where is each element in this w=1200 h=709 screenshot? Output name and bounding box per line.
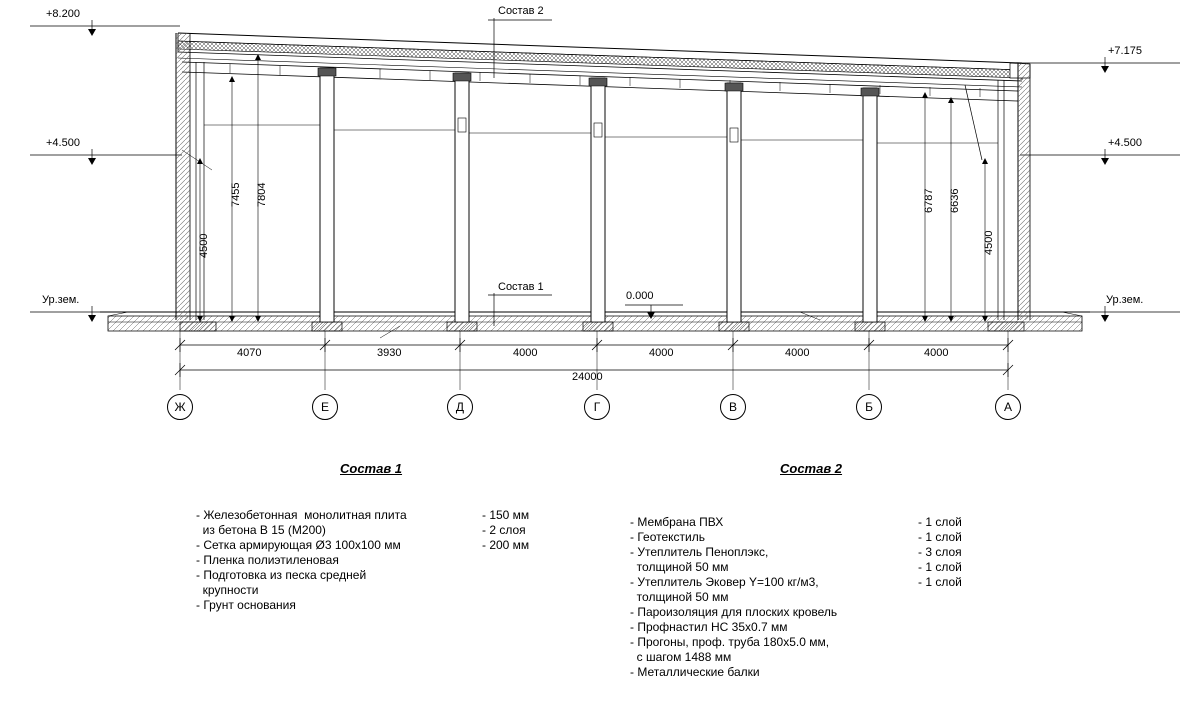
span-dim-2: 3930 (377, 347, 402, 359)
vertical-dim-6636: 6636 (949, 188, 961, 213)
zero-level-mark: 0.000 (626, 290, 654, 302)
list-item: - Пленка полиэтиленовая (196, 553, 339, 567)
list-item: - Железобетонная монолитная плита (196, 508, 407, 522)
list-item: - Утеплитель Эковер Y=100 кг/м3, (630, 575, 819, 589)
list-item: - Профнастил НС 35х0.7 мм (630, 620, 788, 634)
list-item: крупности (196, 583, 259, 597)
list-item: - Грунт основания (196, 598, 296, 612)
span-dim-6: 4000 (924, 347, 949, 359)
elevation-leaders-left (30, 20, 182, 322)
elevation-mark-top-left: +8.200 (46, 8, 80, 20)
list-item-value: - 1 слой (918, 530, 962, 544)
sostav-1-values (482, 508, 529, 553)
sostav-2-list (630, 515, 930, 680)
vertical-dim-4500-right: 4500 (983, 230, 995, 255)
list-item: из бетона В 15 (М200) (196, 523, 326, 537)
columns (318, 68, 879, 322)
axis-marker-v[interactable]: В (720, 394, 746, 420)
list-item-value: - 3 слоя (918, 545, 962, 559)
list-item: - Металлические балки (630, 665, 760, 679)
list-item: - Прогоны, проф. труба 180х5.0 мм, (630, 635, 830, 649)
vertical-dim-6787: 6787 (923, 188, 935, 213)
list-item: - Подготовка из песка средней (196, 568, 367, 582)
list-item: - Мембрана ПВХ (630, 515, 724, 529)
axis-marker-zh[interactable]: Ж (167, 394, 193, 420)
elevation-mark-top-right: +7.175 (1108, 45, 1142, 57)
list-item: - Геотекстиль (630, 530, 705, 544)
list-item-value: - 1 слой (918, 515, 962, 529)
list-item-value: - 1 слой (918, 575, 962, 589)
elevation-mark-ground-right: Ур.зем. (1106, 294, 1144, 306)
axis-marker-a[interactable]: А (995, 394, 1021, 420)
list-item-value: - 150 мм (482, 508, 530, 522)
list-item: - Утеплитель Пеноплэкс, (630, 545, 769, 559)
list-item: с шагом 1488 мм (630, 650, 732, 664)
list-item-value: - 1 слой (918, 560, 962, 574)
axis-marker-b[interactable]: Б (856, 394, 882, 420)
sostav-2-title: Состав 2 (780, 461, 843, 476)
list-item: толщиной 50 мм (630, 590, 729, 604)
span-dimension-chain (175, 338, 1013, 352)
list-item: - Сетка армирующая Ø3 100х100 мм (196, 538, 401, 552)
span-dim-1: 4070 (237, 347, 262, 359)
vertical-dim-7455: 7455 (230, 182, 242, 207)
elevation-leaders-right (1020, 57, 1180, 322)
vertical-dim-7804: 7804 (256, 182, 268, 207)
span-dim-4: 4000 (649, 347, 674, 359)
axis-marker-d[interactable]: Д (447, 394, 473, 420)
elevation-mark-mid-left: +4.500 (46, 137, 80, 149)
list-item: - Пароизоляция для плоских кровель (630, 605, 838, 619)
sostav-2-values (918, 515, 962, 590)
elevation-mark-mid-right: +4.500 (1108, 137, 1142, 149)
span-dim-5: 4000 (785, 347, 810, 359)
total-dimension-label: 24000 (572, 371, 603, 383)
elevation-mark-ground-left: Ур.зем. (42, 294, 80, 306)
list-item-value: - 200 мм (482, 538, 530, 552)
axis-marker-e[interactable]: Е (312, 394, 338, 420)
callout-sostav-2: Состав 2 (498, 5, 544, 17)
callout-sostav-1: Состав 1 (498, 281, 544, 293)
vertical-dim-4500-left: 4500 (198, 233, 210, 258)
axis-marker-g[interactable]: Г (584, 394, 610, 420)
list-item: толщиной 50 мм (630, 560, 729, 574)
list-item-value: - 2 слоя (482, 523, 526, 537)
sostav-1-title: Состав 1 (340, 461, 403, 476)
wall-right (998, 63, 1030, 320)
span-dim-3: 4000 (513, 347, 538, 359)
